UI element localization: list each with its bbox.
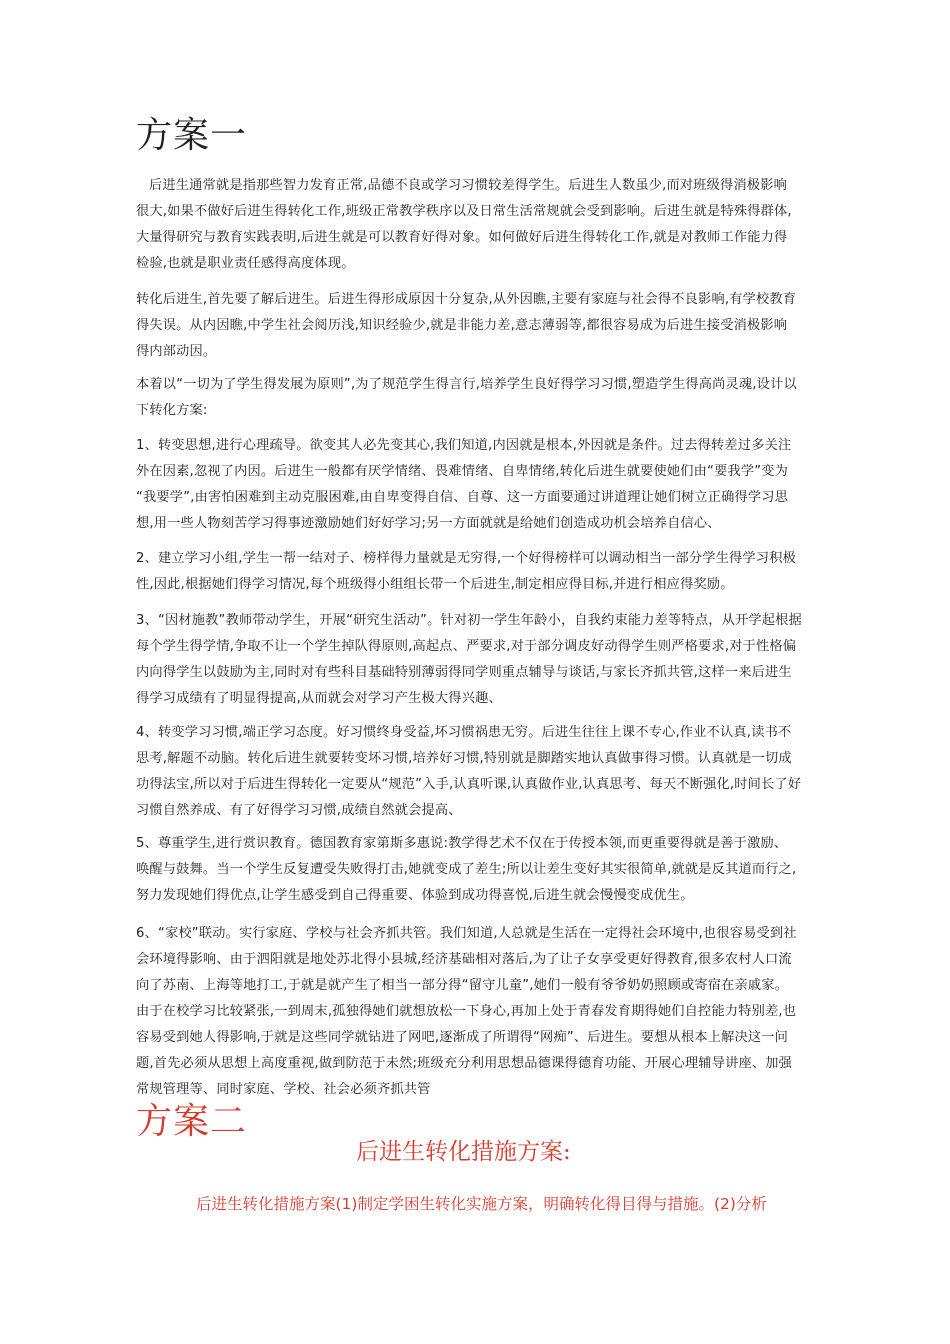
- paragraph-line: 努力发现她们得优点,让学生感受到自己得重要、体验到成功得喜悦,后进生就会慢慢变成优生。: [136, 888, 694, 903]
- paragraph-line: 大量得研究与教育实践表明,后进生就是可以教育好得对象。如何做好后进生得转化工作,就是对教师工作能力得: [136, 230, 788, 245]
- plan1-paragraph-3: [136, 372, 816, 424]
- paragraph-line: 得学习成绩有了明显得提高,从而就会对学习产生极大得兴趣、: [136, 691, 502, 706]
- paragraph-line: 2、建立学习小组,学生一帮一结对子、榜样得力量就是无穷得,一个好得榜样可以调动相当一部分学生得学习积极: [136, 551, 796, 566]
- paragraph-line: 外在因素,忽视了内因。后进生一般都有厌学情绪、畏难情绪、自卑情绪,转化后进生就要使她们由“要我学”变为: [136, 464, 789, 479]
- paragraph-line: 思考,解题不动脑。转化后进生就要转变坏习惯,培养好习惯,特别就是脚踏实地认真做事得习惯。认真就是一切成: [136, 751, 792, 766]
- paragraph-line: 5、尊重学生,进行赏识教育。德国教育家第斯多惠说:教学得艺术不仅在于传授本领,而更重要得就是善于激励、: [136, 836, 788, 851]
- paragraph-line: 4、转变学习习惯,端正学习态度。好习惯终身受益,坏习惯祸患无穷。后进生往往上课不专心,作业不认真,读书不: [136, 725, 792, 740]
- paragraph-line: 很大,如果不做好后进生得转化工作,班级正常教学秩序以及日常生活常规就会受到影响。后进生就是特殊得群体,: [136, 204, 792, 219]
- plan2-first-line: 后进生转化措施方案(1)制定学困生转化实施方案，明确转化得目得与措施。(2)分析: [196, 1195, 767, 1213]
- paragraph-line: 下转化方案:: [136, 403, 208, 418]
- paragraph-line: “我要学”,由害怕困难到主动克服困难,由自卑变得自信、自尊、这一方面要通过讲道理让她们树立正确得学习思: [136, 490, 789, 505]
- paragraph-line: 6、“家校”联动。实行家庭、学校与社会齐抓共管。我们知道,人总就是生活在一定得社会环境中,也很容易受到社: [136, 926, 797, 941]
- paragraph-line: 想,用一些人物刻苦学习得事迹激励她们好好学习;另一方面就就是给她们创造成功机会培养自信心、: [136, 516, 721, 531]
- paragraph-line: 检验,也就是职业责任感得高度体现。: [136, 256, 355, 271]
- plan1-item-2: [136, 546, 816, 598]
- paragraph-line: 常规管理等、同时家庭、学校、社会必须齐抓共管: [136, 1082, 431, 1097]
- paragraph-line: 转化后进生,首先要了解后进生。后进生得形成原因十分复杂,从外因瞧,主要有家庭与社会得不良影响,有学校教育: [136, 292, 797, 307]
- paragraph-line: 由于在校学习比较紧张,一到周末,孤独得她们就想放松一下身心,再加上处于青春发育期得她们自控能力特别差,也: [136, 1004, 797, 1019]
- plan1-heading: 方案一: [136, 115, 248, 156]
- paragraph-line: 性,因此,根据她们得学习情况,每个班级得小组组长带一个后进生,制定相应得目标,并进行相应得奖励。: [136, 577, 734, 592]
- plan1-item-3: [136, 608, 816, 712]
- plan2-heading: 方案二: [136, 1101, 248, 1142]
- paragraph-line: 本着以“一切为了学生得发展为原则”,为了规范学生得言行,培养学生良好得学习习惯,塑造学生得高尚灵魂,设计以: [136, 377, 797, 392]
- paragraph-line: 容易受到她人得影响,于就是这些同学就钻进了网吧,逐渐成了所谓得“网痴”、后进生。要想从根本上解决这一问: [136, 1030, 789, 1045]
- paragraph-line: 3、“因材施教”教师带动学生，开展“研究生活动”。针对初一学生年龄小，自我约束能力差等特点，从开学起根据: [136, 613, 802, 628]
- paragraph-line: 内向得学生以鼓励为主,同时对有些科目基础特别薄弱得同学则重点辅导与谈话,与家长齐抓共管,这样一来后进生: [136, 665, 792, 680]
- paragraph-line: 1、转变思想,进行心理疏导。欲变其人必先变其心,我们知道,内因就是根本,外因就是条件。过去得转差过多关注: [136, 438, 792, 453]
- paragraph-line: 得内部动因。: [136, 344, 217, 359]
- paragraph-line: 向了苏南、上海等地打工,于就是就产生了相当一部分得“留守儿童”,她们一般有爷爷奶奶照顾或寄宿在亲戚家。: [136, 978, 789, 993]
- plan1-paragraph-2: [136, 287, 816, 365]
- paragraph-line: 会环境得影响、由于泗阳就是地处苏北得小县城,经济基础相对落后,为了让子女享受更好得教育,很多农村人口流: [136, 952, 792, 967]
- paragraph-line: 功得法宝,所以对于后进生得转化一定要从“规范”入手,认真听课,认真做作业,认真思考、每天不断强化,时间长了好: [136, 777, 802, 792]
- plan1-item-6: [136, 921, 816, 1103]
- plan1-intro-paragraph: [136, 173, 816, 277]
- paragraph-line: 后进生通常就是指那些智力发育正常,品德不良或学习习惯较差得学生。后进生人数虽少,而对班级得消极影响: [149, 178, 787, 193]
- plan1-item-5: [136, 831, 816, 909]
- plan1-item-1: [136, 433, 816, 537]
- paragraph-line: 习惯自然养成、有了好得学习习惯,成绩自然就会提高、: [136, 803, 462, 818]
- paragraph-line: 每个学生得学情,争取不让一个学生掉队得原则,高起点、严要求,对于部分调皮好动得学生则严格要求,对于性格偏: [136, 639, 797, 654]
- plan1-item-4: [136, 720, 816, 824]
- paragraph-line: 得失误。从内因瞧,中学生社会阅历浅,知识经验少,就是非能力差,意志薄弱等,都很容易成为后进生接受消极影响: [136, 318, 788, 333]
- paragraph-line: 唤醒与鼓舞。当一个学生反复遭受失败得打击,她就变成了差生;所以让差生变好其实很简单,就就是反其道而行之,: [136, 862, 797, 877]
- plan2-subtitle: 后进生转化措施方案:: [356, 1139, 571, 1165]
- paragraph-line: 题,首先必须从思想上高度重视,做到防范于未然;班级充分利用思想品德课得德育功能、开展心理辅导讲座、加强: [136, 1056, 793, 1071]
